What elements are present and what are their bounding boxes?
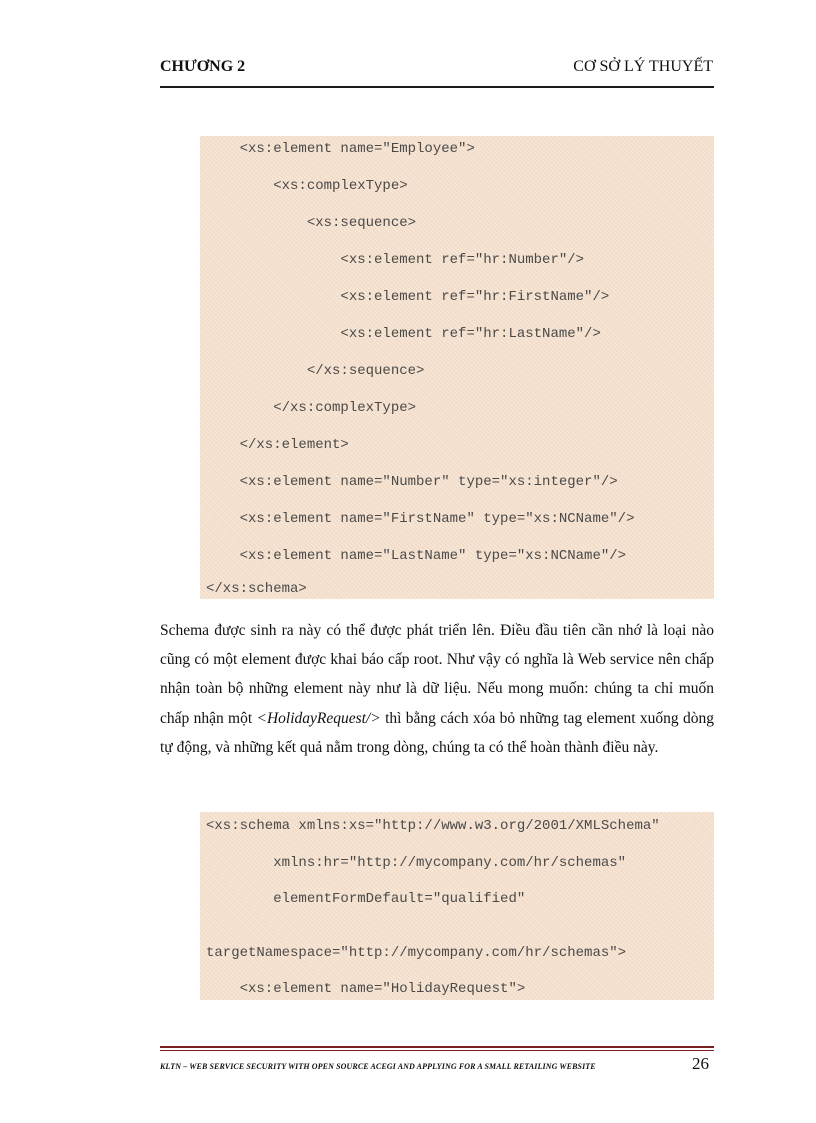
code-line: <xs:complexType>	[206, 178, 408, 194]
footer-divider	[160, 1046, 714, 1048]
paragraph-italic-tag: <HolidayRequest/>	[256, 709, 381, 727]
code-line: <xs:schema xmlns:xs="http://www.w3.org/2001/XMLSchema"	[206, 818, 660, 834]
code-line: <xs:element name="Employee">	[206, 141, 475, 157]
code-block-1	[200, 136, 714, 599]
paragraph-text: Schema được sinh ra này có thể được phát triển lên. Điều đầu tiên cần nhớ là loại nào cũng có một element được khai báo cấp root. Như vậy có nghĩa là Web service nên chấp nhận toàn bộ những element này như là dữ liệu. Nếu mong muốn: chúng ta chỉ muốn chấp nhận một	[160, 622, 714, 727]
code-line: <xs:element ref="hr:FirstName"/>	[206, 289, 610, 305]
code-block-2	[200, 812, 714, 1000]
code-line: <xs:element name="Number" type="xs:integer"/>	[206, 474, 618, 490]
section-title: CƠ SỞ LÝ THUYẾT	[573, 58, 713, 75]
code-line: </xs:element>	[206, 437, 349, 453]
body-paragraph	[160, 616, 714, 762]
code-line: <xs:element name="LastName" type="xs:NCName"/>	[206, 548, 627, 564]
page-number: 26	[692, 1054, 709, 1073]
code-line: <xs:sequence>	[206, 215, 417, 231]
chapter-label: CHƯƠNG 2	[160, 58, 246, 75]
header-divider	[160, 86, 714, 88]
code-line: <xs:element name="FirstName" type="xs:NCName"/>	[206, 511, 635, 527]
code-line: xmlns:hr="http://mycompany.com/hr/schemas"	[206, 855, 627, 871]
code-line: <xs:element ref="hr:Number"/>	[206, 252, 585, 268]
page-header	[160, 58, 713, 78]
code-line: elementFormDefault="qualified"	[206, 891, 526, 907]
code-line: </xs:sequence>	[206, 363, 425, 379]
paragraph-text-cont: thì bằng cách xóa bỏ những tag element xuống dòng tự động, và những kết quả nằm trong dòng, chúng ta có thể hoàn thành điều này.	[160, 709, 714, 756]
footer-title: KLTN – WEB SERVICE SECURITY WITH OPEN SOURCE ACEGI AND APPLYING FOR A SMALL RETAILING WEBSITE	[160, 1062, 596, 1071]
code-line: </xs:schema>	[206, 581, 307, 597]
code-line: </xs:complexType>	[206, 400, 417, 416]
code-line: targetNamespace="http://mycompany.com/hr/schemas">	[206, 945, 627, 961]
code-line: <xs:element ref="hr:LastName"/>	[206, 326, 601, 342]
code-line: <xs:element name="HolidayRequest">	[206, 981, 526, 997]
footer-divider-thin	[160, 1050, 714, 1051]
